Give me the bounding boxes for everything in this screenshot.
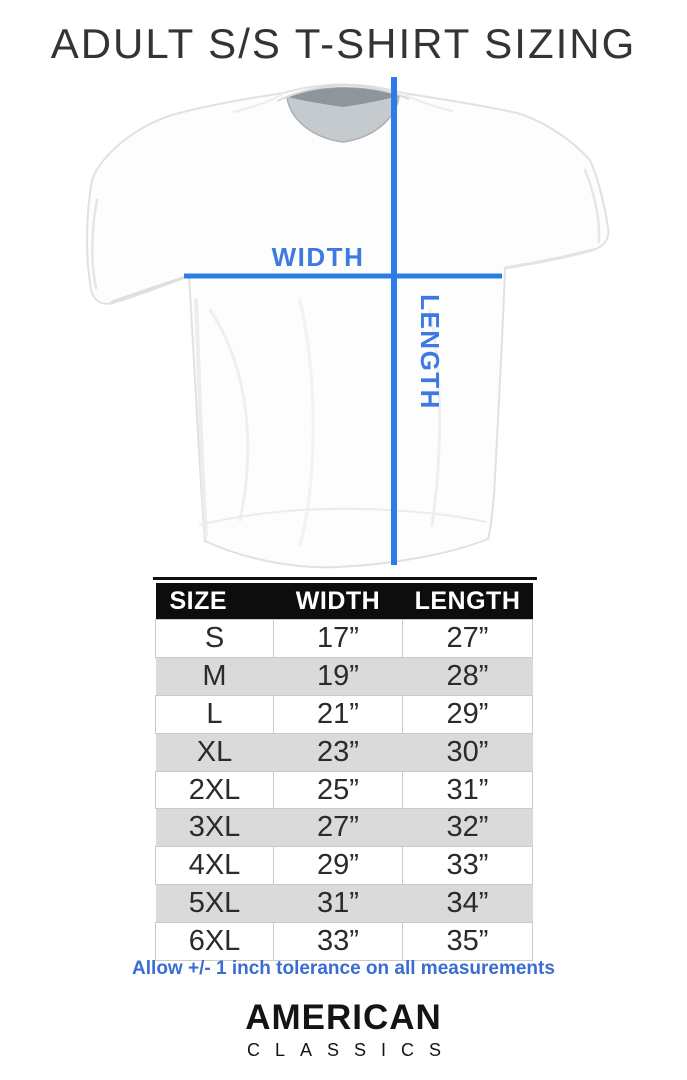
length-label: LENGTH — [415, 294, 445, 410]
width-cell: 29” — [274, 847, 403, 885]
width-cell: 23” — [274, 733, 403, 771]
table-top-border — [153, 577, 537, 580]
table-row — [156, 885, 533, 923]
size-cell: 3XL — [156, 809, 274, 847]
tshirt-diagram — [0, 70, 687, 582]
column-header-size: SIZE — [156, 583, 274, 620]
size-table-header — [156, 583, 533, 620]
tshirt-illustration — [87, 85, 608, 568]
size-cell: 2XL — [156, 771, 274, 809]
length-cell: 34” — [403, 885, 533, 923]
width-cell: 27” — [274, 809, 403, 847]
width-cell: 19” — [274, 657, 403, 695]
table-row — [156, 733, 533, 771]
table-row — [156, 847, 533, 885]
length-cell: 33” — [403, 847, 533, 885]
size-cell: XL — [156, 733, 274, 771]
size-table — [155, 583, 533, 961]
brand-subname: CLASSICS — [246, 1040, 457, 1060]
table-row — [156, 923, 533, 961]
length-cell: 32” — [403, 809, 533, 847]
width-cell: 31” — [274, 885, 403, 923]
table-row — [156, 620, 533, 658]
size-cell: 4XL — [156, 847, 274, 885]
size-cell: 6XL — [156, 923, 274, 961]
length-cell: 27” — [403, 620, 533, 658]
width-cell: 25” — [274, 771, 403, 809]
width-cell: 33” — [274, 923, 403, 961]
table-row — [156, 771, 533, 809]
table-row — [156, 695, 533, 733]
brand-name: AMERICAN — [245, 998, 442, 1037]
length-cell: 30” — [403, 733, 533, 771]
column-header-width: WIDTH — [274, 583, 403, 620]
brand-logo — [0, 1000, 687, 1061]
size-table-body — [156, 620, 533, 961]
width-cell: 21” — [274, 695, 403, 733]
size-cell: 5XL — [156, 885, 274, 923]
table-row — [156, 809, 533, 847]
size-cell: S — [156, 620, 274, 658]
column-header-length: LENGTH — [403, 583, 533, 620]
size-cell: L — [156, 695, 274, 733]
length-cell: 31” — [403, 771, 533, 809]
width-cell: 17” — [274, 620, 403, 658]
header-row — [156, 583, 533, 620]
size-cell: M — [156, 657, 274, 695]
length-cell: 29” — [403, 695, 533, 733]
tolerance-note: Allow +/- 1 inch tolerance on all measurements — [132, 958, 555, 979]
length-cell: 28” — [403, 657, 533, 695]
page-title: ADULT S/S T-SHIRT SIZING — [50, 20, 637, 67]
table-row — [156, 657, 533, 695]
length-cell: 35” — [403, 923, 533, 961]
width-label: WIDTH — [271, 242, 365, 272]
